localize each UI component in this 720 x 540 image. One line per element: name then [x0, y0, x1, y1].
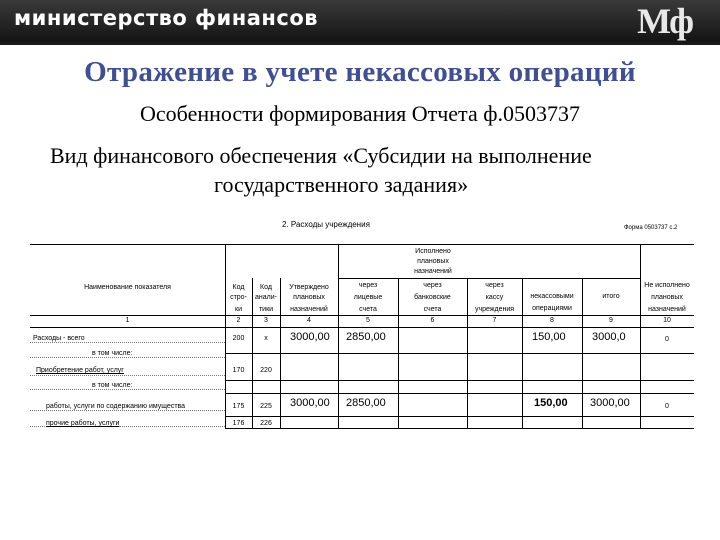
row-label-total: Расходы - всего — [33, 335, 85, 342]
header-via-accounts: через лицевые счета — [353, 282, 383, 313]
row-analytic: х — [264, 335, 268, 342]
executed-group-border — [338, 278, 640, 279]
row-unexecuted: 0 — [665, 403, 669, 410]
row-border — [225, 380, 694, 381]
column-number: 4 — [307, 317, 311, 324]
column-number: 3 — [264, 317, 268, 324]
header-analytic-code: Код анали- тики — [255, 284, 277, 313]
header-approved: Утверждено плановых назначений — [289, 284, 329, 313]
row-label-maintenance: работы, услуги по содержанию имущества — [46, 403, 186, 410]
column-number: 7 — [492, 317, 497, 324]
banner-divider — [0, 42, 720, 45]
row-label-including: в том числе: — [92, 350, 133, 357]
header-via-cash: через кассу учреждения — [474, 282, 515, 313]
row-approved: 3000,00 — [290, 331, 330, 343]
header-unexecuted: Не исполнено плановых назначений — [644, 282, 690, 313]
column-number: 6 — [430, 317, 435, 324]
funding-type-line2: государственного задания» — [214, 172, 469, 197]
slide-title: Отражение в учете некассовых операций — [84, 56, 636, 88]
top-banner — [0, 0, 720, 42]
table-top-border — [30, 244, 694, 245]
funding-type-line1: Вид финансового обеспечения «Субсидии на выполнение — [50, 143, 592, 168]
row-unexecuted: 0 — [665, 336, 669, 343]
row-total: 3000,0 — [592, 331, 626, 343]
row-border — [225, 393, 694, 394]
row-label-works: Приобретение работ, услуг — [36, 367, 124, 374]
row-total: 3000,00 — [590, 397, 630, 409]
ministry-logo: Мф — [637, 1, 692, 41]
header-noncash: некассовыми операциями — [530, 293, 574, 312]
header-total: итого — [602, 293, 620, 300]
row-code: 200 — [232, 335, 245, 342]
row-approved: 3000,00 — [290, 397, 330, 409]
row-analytic: 220 — [260, 367, 272, 374]
header-line-code: Код стро- ки — [230, 284, 247, 313]
row-border — [225, 428, 694, 429]
column-number: 8 — [550, 317, 554, 324]
row-code: 170 — [232, 367, 245, 374]
column-number: 9 — [609, 317, 613, 324]
column-number: 5 — [366, 317, 370, 324]
row-analytic: 226 — [260, 420, 272, 427]
row-border — [225, 416, 694, 417]
header-executed: Исполнено плановых назначений — [414, 248, 452, 275]
ministry-name: министерство финансов — [14, 6, 319, 30]
report-form-label: Форма 0503737 с.2 — [624, 225, 678, 231]
row-via-accounts: 2850,00 — [346, 331, 386, 343]
row-code: 175 — [232, 403, 245, 410]
row-via-accounts: 2850,00 — [346, 397, 386, 409]
column-number: 1 — [125, 317, 130, 324]
header-via-bank: через банковские счета — [414, 282, 451, 313]
column-number: 10 — [663, 317, 671, 324]
slide-subtitle: Особенности формирования Отчета ф.0503737 — [140, 101, 580, 126]
row-label-other: прочие работы, услуги — [46, 420, 120, 427]
row-label-including: в том числе: — [92, 382, 133, 389]
row-analytic: 225 — [260, 403, 272, 410]
column-number: 2 — [236, 317, 241, 324]
row-code: 176 — [232, 420, 245, 427]
row-border — [225, 353, 694, 354]
row-noncash: 150,00 — [534, 397, 568, 409]
row-noncash: 150,00 — [532, 331, 566, 343]
report-section-title: 2. Расходы учреждения — [282, 220, 370, 229]
column-numbers-border — [30, 327, 694, 328]
header-name: Наименование показателя — [84, 284, 171, 291]
